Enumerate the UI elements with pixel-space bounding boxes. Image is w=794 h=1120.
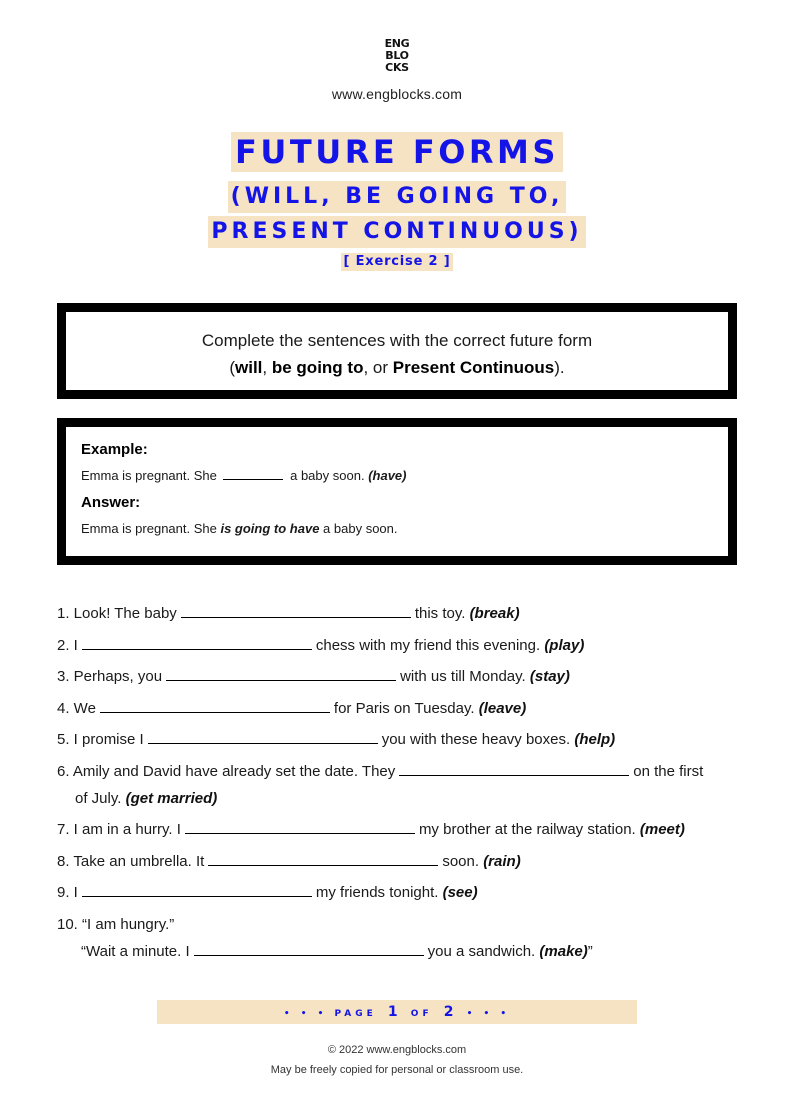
- exercise-label: [ Exercise 2 ]: [341, 253, 454, 271]
- example-before: Emma is pregnant. She: [81, 468, 217, 483]
- question-text: 7. I am in a hurry. I: [57, 821, 181, 838]
- question-2: [57, 632, 747, 659]
- question-text: you a sandwich.: [427, 942, 536, 960]
- pagination-of-word: OF: [410, 1009, 433, 1019]
- example-sentence: [81, 467, 728, 485]
- question-text: 9. I: [57, 884, 78, 901]
- question-6-continued: [57, 785, 747, 812]
- question-text: soon.: [442, 852, 480, 870]
- answer-blank[interactable]: [181, 604, 411, 618]
- logo-line-1: ENG: [384, 37, 410, 50]
- pagination-page-word: PAGE: [334, 1009, 377, 1019]
- subtitle-line-2: PRESENT CONTINUOUS): [208, 216, 585, 248]
- pagination-dots-left: • • •: [283, 1009, 328, 1019]
- verb-hint: (get married): [125, 789, 218, 807]
- instr-open-paren: (: [229, 358, 235, 377]
- site-url[interactable]: www.engblocks.com: [331, 86, 463, 102]
- answer-blank[interactable]: [82, 636, 312, 650]
- logo-line-3: CKS: [385, 61, 409, 74]
- question-7: [57, 816, 747, 843]
- question-text: my friends tonight.: [315, 884, 439, 901]
- question-text: 8. Take an umbrella. It: [57, 852, 205, 870]
- instr-be-going-to: be going to: [271, 358, 364, 377]
- instr-sep1: ,: [262, 358, 272, 377]
- example-box: [57, 418, 737, 565]
- answer-before: Emma is pregnant. She: [81, 521, 221, 536]
- question-text: of July.: [75, 789, 122, 807]
- verb-hint: (leave): [478, 699, 527, 717]
- logo-line-2: BLO: [385, 49, 409, 62]
- pagination-current: 1: [387, 1004, 400, 1020]
- question-10-continued: [57, 938, 747, 965]
- subtitle-line-2-wrap: [0, 216, 794, 248]
- question-text: this toy.: [414, 605, 466, 622]
- answer-blank[interactable]: [166, 667, 396, 681]
- answer-blank[interactable]: [100, 699, 330, 713]
- question-text: on the first: [633, 762, 704, 780]
- verb-hint: (rain): [483, 852, 521, 870]
- question-text: 4. We: [57, 699, 96, 717]
- question-text: 10. “I am hungry.”: [57, 915, 175, 933]
- verb-hint: (make): [539, 942, 588, 960]
- instr-will: will: [235, 358, 263, 377]
- answer-after: a baby soon.: [319, 521, 398, 536]
- instr-close: ).: [554, 358, 565, 377]
- verb-hint: (help): [574, 731, 616, 748]
- footer-copyright: © 2022 www.engblocks.com: [327, 1044, 467, 1056]
- verb-hint: (play): [544, 636, 585, 654]
- question-text: chess with my friend this evening.: [315, 636, 541, 654]
- question-text: ”: [587, 942, 593, 960]
- exercise-label-wrap: [0, 252, 794, 271]
- question-1: [57, 600, 747, 627]
- question-10: [57, 911, 747, 938]
- verb-hint: (break): [469, 605, 520, 622]
- answer-bold: is going to have: [220, 521, 320, 536]
- engblocks-logo: [0, 38, 794, 76]
- answer-blank[interactable]: [194, 942, 424, 956]
- question-6: [57, 758, 747, 785]
- question-8: [57, 848, 747, 875]
- instr-present-continuous: Present Continuous: [392, 358, 555, 377]
- instr-sep2: , or: [363, 358, 393, 377]
- question-text: 1. Look! The baby: [57, 605, 177, 622]
- question-5: [57, 726, 747, 753]
- question-text: “Wait a minute. I: [81, 942, 190, 960]
- question-4: [57, 695, 747, 722]
- question-9: [57, 879, 747, 906]
- answer-label: Answer:: [81, 494, 141, 511]
- example-blank: [223, 468, 283, 480]
- instructions-box: [57, 303, 737, 399]
- pagination-total: 2: [443, 1004, 456, 1020]
- verb-hint: (stay): [529, 668, 570, 685]
- verb-hint: (meet): [639, 821, 685, 838]
- instructions-line-2: [66, 354, 728, 381]
- pagination-bar: [157, 1000, 637, 1024]
- question-text: 3. Perhaps, you: [57, 668, 163, 685]
- example-label: Example:: [81, 441, 148, 458]
- answer-blank[interactable]: [399, 762, 629, 776]
- instructions-line-1: Complete the sentences with the correct future form: [201, 331, 593, 350]
- example-hint: (have): [368, 468, 407, 483]
- example-after: a baby soon.: [290, 468, 365, 483]
- pagination-dots-right: • • •: [466, 1009, 511, 1019]
- question-text: 6. Amily and David have already set the date. They: [57, 762, 396, 780]
- questions-list: [57, 600, 747, 965]
- answer-sentence: [81, 520, 728, 538]
- question-text: 5. I promise I: [57, 731, 144, 748]
- subtitle-line-1: (WILL, BE GOING TO,: [228, 181, 567, 213]
- verb-hint: (see): [442, 884, 478, 901]
- title: [0, 132, 794, 172]
- answer-blank[interactable]: [82, 883, 312, 897]
- answer-blank[interactable]: [148, 730, 378, 744]
- title-main: FUTURE FORMS: [231, 132, 563, 172]
- question-text: 2. I: [57, 636, 78, 654]
- question-text: with us till Monday.: [400, 668, 526, 685]
- subtitle-line-1-wrap: [0, 181, 794, 213]
- question-3: [57, 663, 747, 690]
- answer-blank[interactable]: [185, 820, 415, 834]
- question-text: for Paris on Tuesday.: [333, 699, 475, 717]
- question-text: my brother at the railway station.: [418, 821, 636, 838]
- answer-blank[interactable]: [208, 852, 438, 866]
- question-text: you with these heavy boxes.: [381, 731, 571, 748]
- footer-note: May be freely copied for personal or classroom use.: [270, 1064, 524, 1076]
